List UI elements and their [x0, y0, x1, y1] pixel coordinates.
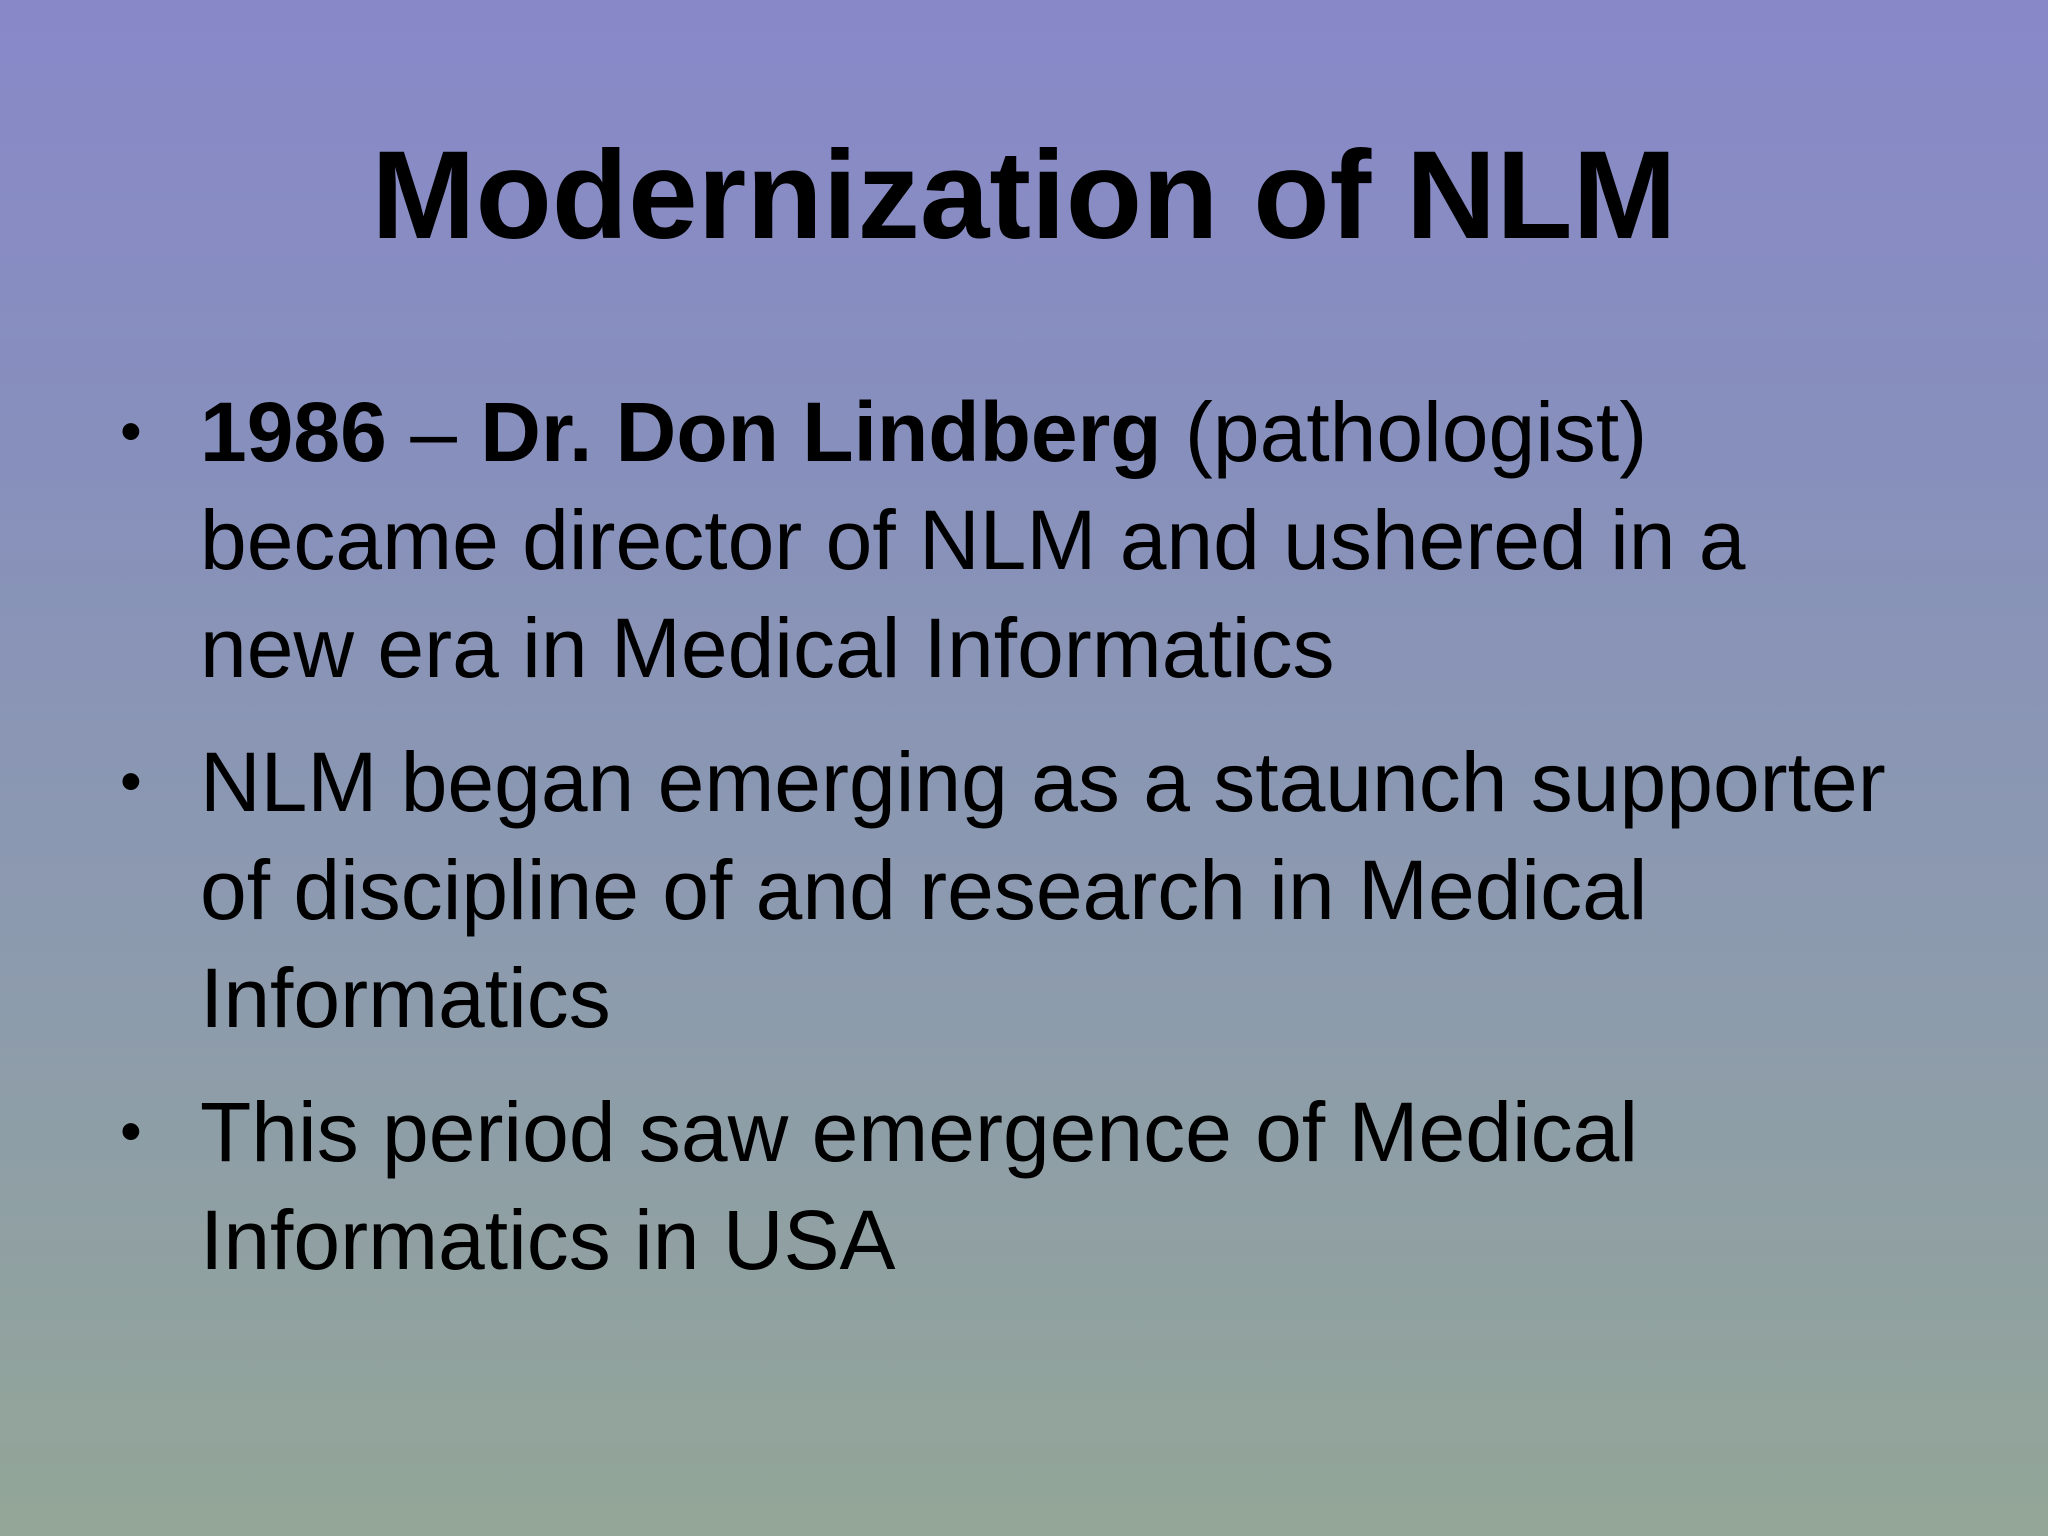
bullet-dot-icon: • — [120, 1097, 142, 1166]
bullet-dash: – — [386, 385, 481, 479]
bullet-item-1 — [120, 378, 1900, 702]
bullet-dot-icon: • — [120, 397, 142, 466]
bullet-dot-icon: • — [120, 747, 142, 816]
bullet-text: NLM began emerging as a staunch supporter of discipline of and research in Medical Informatics — [200, 735, 1886, 1045]
bullet-text: This period saw emergence of Medical Informatics in USA — [200, 1085, 1639, 1287]
bullet-year: 1986 — [200, 385, 387, 479]
bullet-text: (pathologist) became director of NLM and ushered in a new era in Medical Informatics — [200, 385, 1746, 695]
slide-title: Modernization of NLM — [371, 126, 1677, 265]
bullet-list — [120, 378, 1900, 1320]
bullet-person-name: Dr. Don Lindberg — [480, 385, 1162, 479]
bullet-item-2 — [120, 728, 1900, 1052]
bullet-item-3 — [120, 1078, 1900, 1294]
